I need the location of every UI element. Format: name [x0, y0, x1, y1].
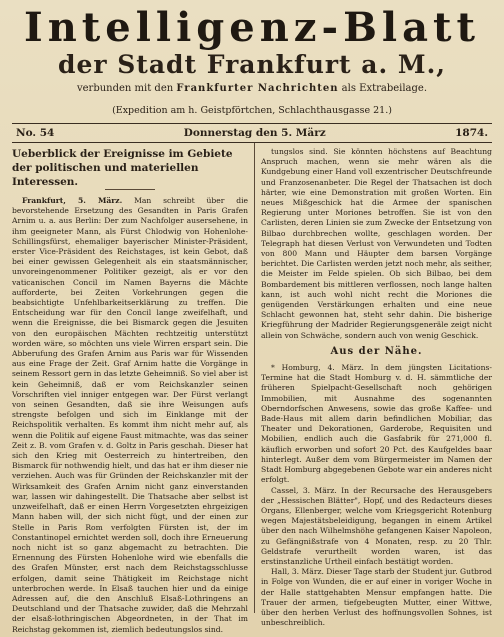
tagline-suffix: als Extrabeilage.	[341, 83, 428, 94]
article-columns	[12, 143, 492, 634]
section-heading: Ueberblick der Ereignisse im Gebiete der politischen und materiellen Interessen.	[12, 148, 233, 188]
tagline-prefix: verbunden mit den	[76, 83, 174, 94]
left-column	[12, 143, 255, 634]
article-body	[12, 196, 248, 635]
article-continuation: tungslos sind. Sie könnten höchstens auf Beachtung Anspruch machen, wenn sie mehr wären als die Kundgebung einer Hand voll exzentrischer Deutschfreunde und Franzosenanbeter. Die Regel der Thatsachen ist doch härter, wie eine Demonstration mit großen Worten. Ein neues Mißgeschick hat die Armee der spanischen Regierung unter Moriones betroffen. Sie ist von den Carlisten, deren Linien sie zum Zwecke der Entsetzung von Bilbao durchbrechen wollte, geschlagen worden. Der Telegraph hat diesen Verlust von Verwundeten und Todten von 800 Mann und Häupter dem barsen Vorgänge berichtet. Die Carlisten werden jetzt noch mehr, als seither, die Meister im Felde spielen. Ob sich Bilbao, bei dem Bombardement bis mittleren verflossen, noch lange halten kann, ist auch wohl nicht recht die Moriones die genügenden Verstärkungen erhalten und eine neue Schlacht gewonnen hat, steht sehr dahin. Die bisherige Kriegführung der Madrider Regierungsgeneräle zeigt nicht allein von Schwäche, sondern auch von wenig Geschick.	[261, 147, 492, 340]
newspaper-subtitle: der Stadt Frankfurt a. M.,	[57, 50, 446, 79]
expedition-address: (Expedition am h. Geistpförtchen, Schlachthausgasse 21.)	[112, 105, 392, 116]
local-news-item: Cassel, 3. März. In der Recursache des Herausgebers der „Hessischen Blätter", Hopf, und des Redacteurs dieses Organs, Ellenberger, welche vom Kriegsgericht Rotenburg wegen Majestätsbeleidigung, begangen in einem Artikel über den nach Wilhelmshöhe gefangenen Kaiser Napoleon, zu Gefängnißstrafe von 4 Monaten, resp. zu 20 Thlr. Geldstrafe verurtheilt worden waren, ist das erstinstanzliche Urtheil einfach bestätigt worden.	[261, 485, 492, 566]
right-column	[255, 143, 492, 628]
issue-number: No. 54	[16, 127, 55, 139]
tagline-paper-name: Frankfurter Nachrichten	[176, 83, 339, 94]
article-lead: Frankfurt, 5. März.	[22, 196, 123, 205]
article-text: Man schreibt über die bevorstehende Ersetzung des Gesandten in Paris Grafen Arnim u. a. aus Berlin: Der zum Nachfolger ausersehene, in ihm geeigneter Mann, als Fürst Chlodwig von Hohenlohe-Schillingsfürst, ehemaliger bayerischer Minister-Präsident, erster Vice-Präsident des Reichstages, ist kein Gebot, daß bei einer gewissen Gelegenheit als ein staatsmännischer, unvoreingenommener Politiker gezeigt, als er vor den vaticanischen Concil im Namen Bayerns die Mächte aufforderte, bei Zeiten Vorkehrungen gegen die beabsichtigte Unfehlbarkeitserklärung zu treffen. Die Entscheidung war für den Concil lange zweifelhaft, und wenn die Ereignisse, die bei Bismarck gegen die Jesuiten von den europäischen Mächten rechtzeitig unterstützt worden wäre, so möchten uns viele Wirren erspart sein. Die Abberufung des Grafen Arnim aus Paris war für Wissenden aus eine Frage der Zeit. Graf Arnim hatte die Vorgänge in seinem Ressort gern in das letzte Geheimniß. So viel aber ist kein Geheimniß, daß er vom Reichskanzler seinen Vorschriften viel inniger entgegen war. Der Fürst verlangt von seinen Gesandten, daß sie ihre Weisungen aufs strengste befolgen und sich im Einklange mit der Reichspolitik verhalten. Es kommt ihm nicht mehr auf, als wenn die Politik auf eigene Faust mitmachte, was das seiner Zeit z. B. vom Grafen v. d. Goltz in Paris geschah. Dieser hat sich den Krieg mit Oesterreich zu hintertreiben, den Bismarck für nothwendig hielt, und das hat er ihm dieser nie verziehen. Auch was für Gründen der Reichskanzler mit der Wirksamkeit des Grafen Arnim nicht ganz einverstanden war, lassen wir dahingestellt. Die Thatsache aber selbst ist unzweifelhaft, daß er einen Herrn Vorgesetzten ehrgeizigen Mann haben will, der sich nicht fügt, und der einen zur Stelle in Paris Rom verfolgten Fürsten ist, der im Constantinopel ernichtet werden soll, doch ihre Erneuerung noch nicht ist so ganz abgemacht zu betrachten. Die Ernennung des Fürsten Hohenlohe wird wie ebenfalls die des Grafen Münster, erst nach dem Reichstagsschlusse erfolgen, damit seine Thätigkeit im Reichstage nicht unterbrochen werde. In Elsaß tauchen hier und da einige Adressen auf, die den Anschluß Elsaß-Lothringens an Deutschland und der Thatsache zuwider, daß die Mehrzahl der elsaß-lothringischen Abgeordneten, in der That im Reichstag gekommen ist, ziemlich bedeutungslos sind.	[12, 196, 248, 634]
local-news-item: * Homburg, 4. März. In dem jüngsten Licitations-Termine hat die Stadt Homburg v. d. H. sämmtliche der früheren Spielpacht-Gesellschaft noch gehörigen Immobilien, mit Ausnahme des sogenannten Oberndorfschen Anwesens, sowie das große Kaffee- und Bade-Haus mit allem darin befindlichen Mobiliar, das Theater und Dekorationen, Garderobe, Requisiten und Mobilien, endlich auch die Gasfabrik für 271,000 fl. käuflich erworben und sofort 20 Pct. des Kaufgeldes baar hinterlegt. Außer dem vom Bürgermeister im Namen der Stadt Homburg abgegebenen Gebote war ein anderes nicht erfolgt.	[261, 363, 492, 485]
heading-divider	[105, 189, 155, 190]
masthead	[12, 6, 492, 118]
issue-date: Donnerstag den 5. März	[183, 127, 326, 139]
newspaper-tagline	[12, 82, 492, 96]
issue-year: 1874.	[455, 127, 488, 139]
newspaper-title: Intelligenz-Blatt	[24, 4, 480, 51]
local-news-item: Hall, 3. März. Dieser Tage starb der Student jur. Gutbrod in Folge von Wunden, die er auf einer in voriger Woche in der Halle stattgehabten Mensur empfangen hatte. Die Trauer der armen, tiefgebeugten Mutter, einer Wittwe, über den herben Verlust des hoffnungsvollen Sohnes, ist unbeschreiblich.	[261, 567, 492, 628]
dateline	[12, 124, 492, 142]
local-news-heading: Aus der Nähe.	[330, 345, 423, 357]
